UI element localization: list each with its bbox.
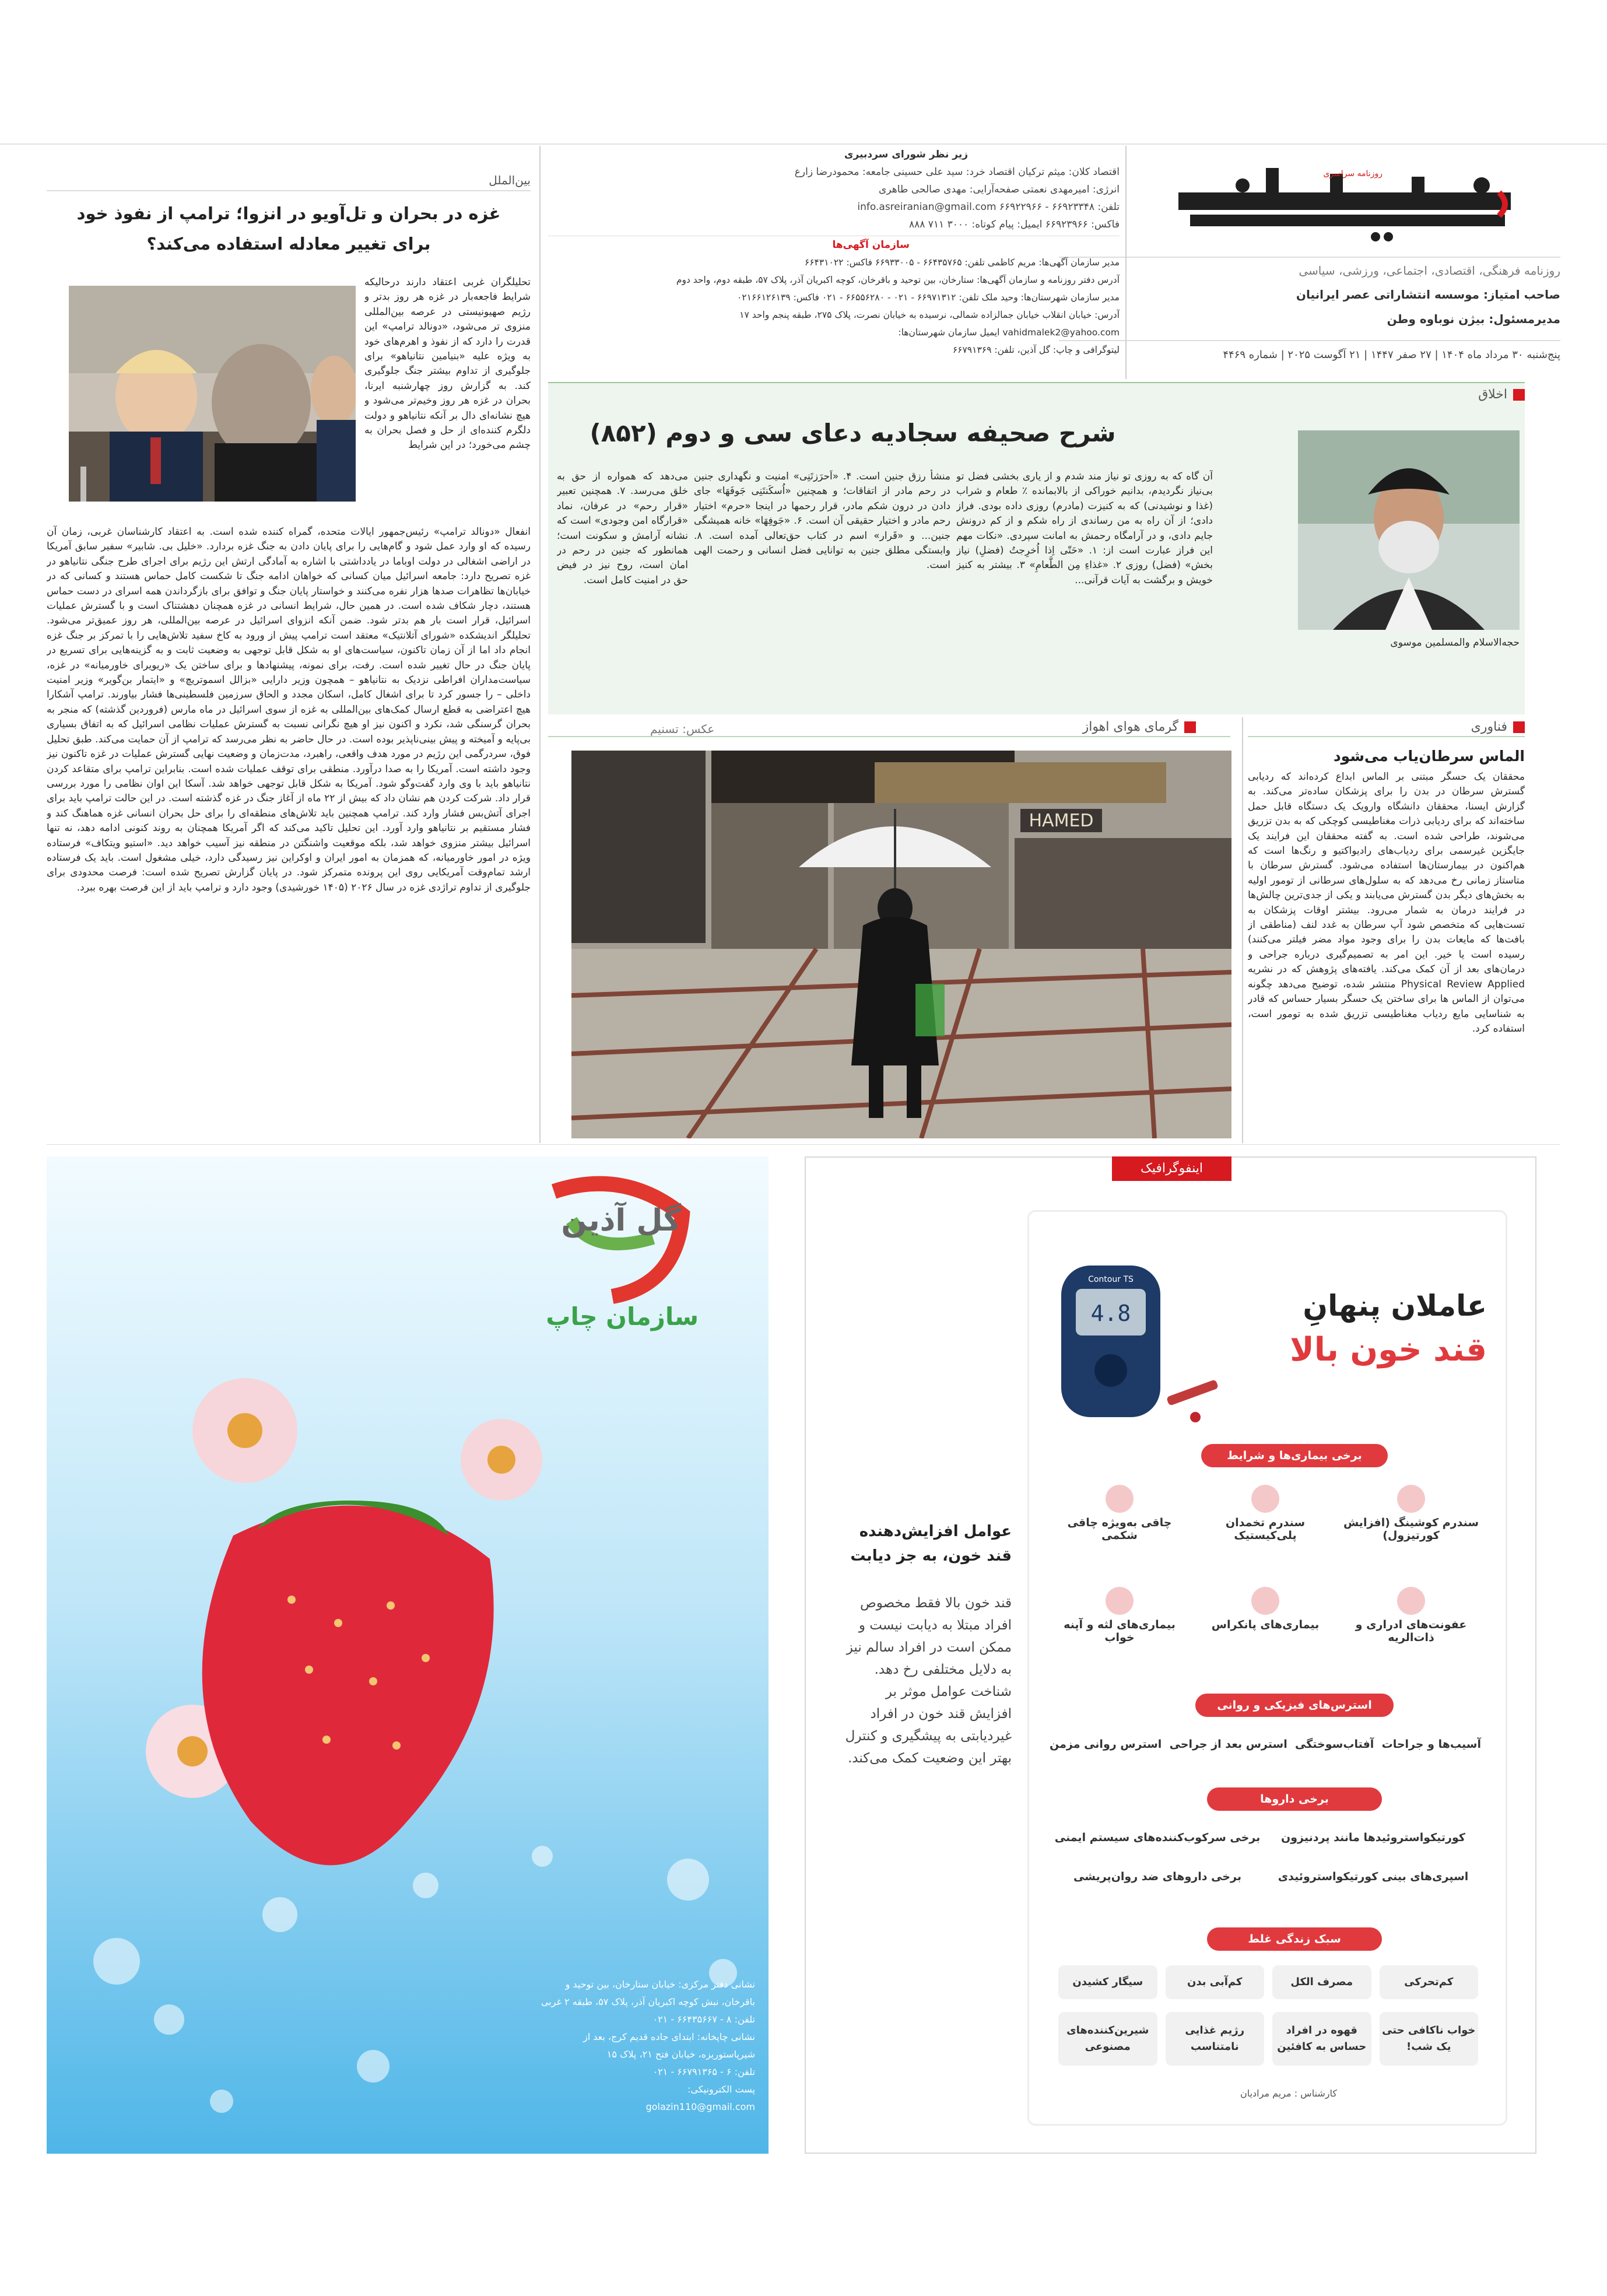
masthead-manager: مدیرمسئول: بیژن نوباوه وطن: [1387, 312, 1560, 326]
credits-line: لیتوگرافی و چاپ: گل آذین، تلفن: ۶۶۷۹۱۳۶۹: [952, 345, 1120, 355]
stress-item: آفتاب‌سوختگی: [1295, 1738, 1374, 1751]
lifestyle-item: کم‌آبی بدن: [1166, 1965, 1265, 1999]
ad-email[interactable]: golazin110@gmail.com: [645, 2101, 755, 2112]
masthead-logo: [1178, 162, 1511, 250]
ad-contact-line: نشانی دفتر مرکزی: خیابان ستارخان، بین توحید و: [565, 1979, 755, 1990]
condition-item: سندرم تخمدان پلی‌کیستیک: [1195, 1481, 1335, 1578]
credits-line: vahidmalek2@yahoo.com ایمیل سازمان شهرستان‌ها:: [898, 327, 1120, 338]
infographic-tag: اینفوگرافیک: [1112, 1156, 1231, 1181]
lifestyle-item: کم‌تحرکی: [1380, 1965, 1479, 1999]
tech-body: محققان یک حسگر مبتنی بر الماس ابداع کرده‌اند که ردیابی گسترش سرطان در بدن را برای پزشکان ساده‌تر می‌کند. به گزارش ایسنا، محققان دانشگاه وارویک یک دستگاه قابل حمل ساخته‌اند که برای ردیابی ذرات مغناطیسی کوچکی که به بدن تزریق می‌شوند، طراحی شده است. به گفته محققان این فرایند یک جایگزین غیرسمی برای ردیاب‌های رادیواکتیو و رنگ‌ها است که هم‌اکنون در بیمارستان‌ها استفاده می‌شود. گسترش سرطان با متاستاز زمانی رخ می‌دهد که به سلول‌های سرطانی از تومور اولیه به بخش‌های دیگر بدن گسترش می‌یابند و یکی از جدی‌ترین چالش‌ها در فرایند درمان به شمار می‌رود. بیشتر اوقات پزشکان به تست‌هایی که متخصص شود آپ سرطان به غدد لنف (مناطقی از بافت‌ها که مایعات بدن را برای وجود مواد مضر فیلتر می‌کنند) رسیده است یا خیر. این امر به تصمیم‌گیری درباره جراحی و درمان‌های بعد از آن کمک می‌کند. یافته‌های پژوهش که در نشریه Physical Review Applied منتشر شده، توضیح می‌دهد چگونه می‌توان از الماس ها برای ساختن یک حسگر بسیار حساس که قادر به شناسایی مایع ردیاب مغناطیسی تزریق شده به تومور است، استفاده کرد.: [1248, 771, 1525, 1035]
tech-title: الماس سرطان‌یاب می‌شود: [1333, 748, 1525, 765]
shop-sign-text: HAMED: [1029, 811, 1094, 831]
stress-item: استرس روانی مزمن: [1050, 1738, 1162, 1751]
world-photo: [69, 286, 356, 502]
drug-item: اسپری‌های بینی کورتیکواستروئیدی: [1278, 1870, 1469, 1883]
world-title-1: غزه در بحران و تل‌آویو در انزوا؛ ترامپ از نفوذ خود: [76, 204, 501, 223]
tech-section-label: [1471, 720, 1525, 734]
condition-icon: [1251, 1587, 1279, 1615]
world-intro: تحلیلگران غربی اعتقاد دارند درحالیکه شرایط فاجعه‌بار در غزه هر روز بدتر و رژیم صهیونیستی در عرصه بین‌المللی منزوی تر می‌شود، «دونالد ترامپ» این قدرت را دارد که از نفوذ و اهرم‌های خود به ویژه علیه «بنیامین نتانیاهو» برای جلوگیری از تداوم بیشتر جنگ جلوگیری کند. به گزارش روز چهارشنبه ایرنا، بحران در غزه هر روز وخیم‌تر می‌شود و هیچ نشانه‌ای دال بر آنکه نتانیاهو و دولت دلگرم کننده‌ای از حل و فصل بحران به چشم می‌خورد؛ در این شرایط: [364, 276, 531, 451]
world-headline: [47, 198, 531, 259]
ethics-col-1: آن گاه که به روزی تو نیاز مند شدم و از یاری بخشی فضل تو بی‌نیاز نگردیدم، بدانیم خوراکی از بالا‌بمانده ٪ طعام و شراب (غذا و نوشیدنی) که به کنیزت (مادرم) روزی داده بودی. فراز دادی؛ از آن راه به من رساندی از راه شکم و از کم درونش جایم دادی، و در آرامگاه رحمش به امانت سپردی. «نکات مهم این فراز عبارت است از: ۱. «حَتّی اِذا اُخرِجتُ (فضلِ) نیاز بخش» (فضل) روزی ۲. «غذاءِ مِن الطَّعامِ» ۳. بیشتر به کنیز خویش و برگشت به آیات قرآنی...: [956, 471, 1213, 586]
credits-line: مدیر سازمان آگهی‌ها: مریم کاظمی تلفن: ۶۶۴۳۵۷۶۵ - ۶۶۹۳۳۰۰۵ فاکس: ۶۶۴۳۱۰۲۲: [804, 257, 1120, 268]
world-title-2: برای تغییر معادله استفاده می‌کند؟: [146, 234, 431, 254]
condition-icon: [1397, 1485, 1425, 1513]
logo-small-label: روزنامه سراسری: [1323, 169, 1383, 178]
credits-ad-title: سازمان آگهی‌ها: [832, 239, 910, 251]
meter-reading: 4.8: [1090, 1301, 1131, 1326]
drugs-grid: [1050, 1831, 1481, 1883]
condition-icon: [1106, 1587, 1134, 1615]
ad-contact-line: باقرخان، نبش کوچه اکبریان آذر، پلاک ۵۷، طبقه ۲ غربی: [541, 1996, 755, 2007]
ethics-section-square: [1513, 389, 1525, 401]
lifestyle-item: سیگار کشیدن: [1058, 1965, 1157, 1999]
infographic-section-4: سبک زندگی غلط: [1207, 1927, 1382, 1951]
condition-item: بیماری‌های لثه و آپنه خواب: [1050, 1583, 1190, 1680]
credits-line: آدرس: خیابان انقلاب خیابان جمالزاده شمالی، نرسیده به خیابان نصرت، پلاک ۲۷۵، طبقه پنجم واحد ۱۷: [739, 310, 1120, 320]
ad-contact-line: پست الکترونیکی:: [687, 2084, 755, 2095]
stress-row: [1050, 1738, 1481, 1751]
ethics-section-label: [1478, 387, 1525, 402]
meter-brand: Contour TS: [1088, 1275, 1134, 1284]
lifestyle-item: خواب ناکافی حتی یک شب!: [1380, 2012, 1479, 2066]
ethics-title: شرح صحیفه سجادیه دعای سی و دوم (۸۵۲): [590, 419, 1116, 447]
tech-section-square: [1513, 721, 1525, 733]
credits-line: تلفن: ۶۶۹۲۳۳۴۸ - ۶۶۹۲۲۹۶۶ info.asreiranian@gmail.com: [857, 201, 1120, 213]
ad-brand-2: سازمان چاپ: [546, 1302, 699, 1331]
ad-contact: [499, 1976, 755, 2116]
infographic-side-title: [819, 1519, 1012, 1568]
glucose-meter-illustration: [1044, 1254, 1224, 1446]
credits-line: اقتصاد کلان: میثم ترکیان اقتصاد خرد: سید علی حسینی جامعه: محمودرضا زارع: [794, 166, 1120, 178]
drug-item: برخی داروهای ضد روان‌پریشی: [1073, 1870, 1241, 1883]
stress-item: استرس بعد از جراحی: [1169, 1738, 1287, 1751]
lifestyle-item: شیرین‌کننده‌های مصنوعی: [1058, 2012, 1157, 2066]
drug-item: کورتیکواستروئیدها مانند پردنیزون: [1281, 1831, 1465, 1844]
ahvaz-heat-photo: [571, 751, 1231, 1138]
condition-icon: [1251, 1485, 1279, 1513]
condition-item: چاقی به‌ویژه چاقی شکمی: [1050, 1481, 1190, 1578]
drug-item: برخی سرکوب‌کننده‌های سیستم ایمنی: [1054, 1831, 1261, 1844]
lifestyle-item: مصرف الکل: [1272, 1965, 1371, 1999]
side-title-2: قند خون، به جز دیابت: [850, 1547, 1012, 1565]
masthead-date: پنج‌شنبه ۳۰ مرداد ماه ۱۴۰۴ | ۲۷ صفر ۱۴۴۷ | ۲۱ آگوست ۲۰۲۵ | شماره ۴۴۶۹: [1223, 349, 1560, 361]
masthead-tagline: روزنامه فرهنگی، اقتصادی، اجتماعی، ورزشی، سیاسی: [1299, 264, 1560, 278]
ad-contact-line: تلفن: ۸ - ۶۶۴۳۵۶۶۷ - ۰۲۱: [652, 2014, 755, 2025]
world-body: انفعال «دونالد ترامپ» رئیس‌جمهور ایالات متحده، گمراه کننده شده است. به اعتقاد کارشناسان غربی، زمان آن رسیده که او وارد عمل شود و گام‌هایی را برای پایان دادن به جنگ غزه بردارد. «خلیل بی. شابیر» سفیر سابق آمریکا در اراضی اشغالی در دولت اوباما در یادداشتی با اشاره به آمادگی ارتش این رژیم برای اجرای طرح جنگی نتانیاهو در غزه تصریح دارد: جامعه اسرائیل میان کسانی که خواهان ادامه جنگ تا شکست کامل حماس هستند و کسانی که در خیابان‌ها تظاهرات صدها هزار نفره می‌کنند و خواستار پایان جنگ و توافق برای بازگرداندن همه اسرای در دست حماس هستند، دچار شکاف شده است. در همین حال، شرایط انسانی در غزه همچنان دهشتناک است و با گسترش عملیات اسرائیل، قرار است بار هم بدتر شود. ضمن آنکه انزوای اسرائیل در عرصه بین‌المللی، هر روز عمیق‌تر می‌شود. تحلیلگر اندیشکده «شورای آتلانتیک» معتقد است ترامپ پیش از ورود به کاخ سفید تلاش‌هایی را با تمرکز بر جنگ غزه انجام داد اما از آن زمان تاکنون، سیاست‌های او به شکل قابل توجهی به وضعیت ثابت و به گزینه‌هایی برای تسریع در پایان جنگ در حال تغییر شده است. رفت، برای نمونه، پیشنهادها و برای ساختن یک «ریویرای خاورمیانه» در غزه، سیاست‌مداران افراطی نزدیک به نتانیاهو – همچون وزیر دارایی «بزالل اسموتریچ» و «ایتمار بن‌گویر» وزیر امنیت داخلی – را جسور کرد تا برای اشغال کامل، اسکان مجدد و الحاق سرزمین فلسطینی‌ها فشار بیاورند. ترامپ آشکارا هیچ اعتراضی به قطع ارسال کمک‌های بین‌المللی به غزه از سوی اسرائیل در ماه مارس (فروردین گذشته) که منجر به بحران گرسنگی شد، نکرد و اکنون نیز او هیچ نگرانی نسبت به گسترش عملیات نظامی اسرائیل که به اتفاق بسیاری بی‌پایه و آمیخته و پیش بینی‌ناپذیر بوده است. در حال حاضر به نظر می‌رسد که ترامپ از آن حمایت می‌کند. طبق تحلیل فوق، سردرگمی این رژیم در مورد هدف واقعی، راهبرد، مدت‌زمان و وضعیت نهایی گسترش عملیات در غزه تاکنون نیز وجود داشته است. آمریکا را به صدا درآورد. منطقی برای توقف عملیات شده است. بنابراین ترامپ برای متقاعد کردن نتانیاهو باید با وی وارد گفت‌وگو شود. آمریکا به شکل قابل توجهی خواهد شد. آسکا این اوان نظامی را مورد بررسی قرار داد. شرکت کردن هم نشان داد که بیش از ۲۲ ماه از آغاز جنگ در غزه گذشته است. در این حالت ترامپ باید برای اجرای آتش‌بس فشار وارد کند. ترامپ همچنین باید تلاش‌های منطقه‌ای را برای حل بحران انسانی غزه هماهنگ کند و فشار مستقیم بر نتانیاهو وارد آورد. این تحلیل تاکید می‌کند که اگر آمریکا همچنان به روند کنونی ادامه دهد، نه تنها اسرائیل بیشتر منزوی خواهد شد، بلکه موقعیت واشنگتن در منطقه نیز آسیب خواهد دید. «استیو ویتکاف» فرستاده ویژه در امور خاورمیانه، که همزمان به امور ایران و اوکراین نیز رسیدگی دارد، خیلی مشغول است. باید یک فرستاده ارشد تمام‌وقت آمریکایی روی این پرونده متمرکز شود. در پایان گزارش تصریح شده است: فرصت محدودی برای جلوگیری از تداوم تراژدی غزه در سال ۲۰۲۶ (۱۴۰۵ خورشیدی) وجود دارد و ترامپ باید از این فرصت بهره ببرد.: [47, 526, 531, 893]
ethics-portrait-caption: حجه‌الاسلام والمسلمین موسوی: [1390, 637, 1520, 649]
lifestyle-row-1: [1058, 1965, 1478, 1999]
credits-line: مدیر سازمان شهرستان‌ها: وحید ملک تلفن: ۶۶۹۷۱۳۱۲ - ۰۲۱ - ۶۶۵۵۶۲۸۰ - ۰۲۱ فاکس: ۰۲۱۶۶۱۲۶۱۳۹: [736, 292, 1120, 303]
photo-credit: عکس: تسنیم: [650, 722, 715, 736]
condition-item: سندرم کوشینگ (افزایش کورتیزول): [1341, 1481, 1481, 1578]
ad-contact-line: تلفن: ۶ - ۶۶۷۹۱۳۶۵ - ۰۲۱: [652, 2066, 755, 2077]
ad-contact-line: شیرپاستوریزه، خیابان فتح ۲۱، پلاک ۱۵: [606, 2049, 755, 2060]
infographic-section-3: برخی داروها: [1207, 1787, 1382, 1811]
ad-brand-1: گل آذین: [561, 1203, 681, 1238]
credits-box: [548, 146, 1120, 379]
infographic-author: کارشناس : مریم مرادیان: [1240, 2088, 1338, 2099]
world-section-label: [47, 173, 531, 187]
conditions-grid: [1050, 1481, 1481, 1680]
ethics-col-2: منشأ رزق جنین است. ۴. «اَحرَزتَنِی» امنیت و نگهداری جنین در رحم مادر از اتفاقات؛ و همچنین «اُسکَنتَنِی جَوفَهَا» جای دادن در درون شکم مادر، قرار رحمها در اینجا «حرم» اختیار رحم مادر و اختیار حقیقی آن است. ۶. «جَوفِهَا» خانه همیشگی جنین... و «قَرار» اسم در کتاب حق‌تعالی آمده است. ۸. وابستگی مطلق جنین به توانایی فضل انسانی و رحمت الهی است.: [694, 471, 950, 572]
credits-line: آدرس دفتر روزنامه و سازمان آگهی‌ها: ستارخان، بین توحید و باقرخان، کوچه اکبریان آذر، پلاک ۵۷، طبقه دوم، واحد دوم: [676, 275, 1120, 285]
infographic-title-1: عاملان پنهانِ: [1303, 1289, 1487, 1323]
masthead-logo-text: [1476, 245, 1479, 246]
lifestyle-item: قهوه در افراد حساس به کافئین: [1272, 2012, 1371, 2066]
credits-line: فاکس: ۶۶۹۲۳۹۶۶ ایمیل: پیام کوتاه: ۳۰۰۰ ۷۱۱ ۸۸۸: [548, 216, 1120, 236]
top-rule: [0, 143, 1607, 145]
lifestyle-row-2: [1058, 2012, 1478, 2066]
side-title-1: عوامل افزایش‌دهنده: [859, 1523, 1012, 1540]
golazin-ad[interactable]: [47, 1156, 769, 2154]
condition-item: عفونت‌های ادراری و ذات‌الریه: [1341, 1583, 1481, 1680]
photo-section-square: [1184, 721, 1196, 733]
tech-section-text: فناوری: [1471, 720, 1507, 734]
condition-icon: [1397, 1587, 1425, 1615]
credits-header: زیر نظر شورای سردبیری: [844, 149, 968, 160]
ethics-col-3: می‌دهد که همواره از حق به خلق می‌رسد. ۷. همچنین تعبیر «قرار رحم» در عرفان، نماد «قرارگاه امن وجودی» است که نشانه آرامش و سکونت است؛ همانطور که جنین در رحم در امان است، روح نیز در فیض حق در امنیت کامل است.: [557, 471, 688, 586]
photo-section-label: [1083, 720, 1196, 734]
credits-line: انرژی: امیرمهدی نعمتی صفحه‌آرایی: مهدی صالحی طاهری: [879, 184, 1120, 195]
infographic-section-2: استرس‌های فیزیکی و روانی: [1195, 1694, 1394, 1717]
ethics-section-text: اخلاق: [1478, 387, 1507, 402]
photo-section-text: گرمای هوای اهواز: [1082, 720, 1178, 734]
infographic-title-2: قند خون بالا: [1290, 1331, 1487, 1369]
infographic-title: [1230, 1289, 1487, 1369]
ethics-portrait: [1298, 430, 1520, 630]
infographic-side-text: قند خون بالا فقط مخصوص افراد مبتلا به دیابت نیست و ممکن است در افراد سالم نیز به دلایل مختلفی رخ دهد. شناخت عوامل موثر بر افزایش قند خون در افراد غیردیابتی به پیشگیری و کنترل بهتر این وضعیت کمک می‌کند.: [845, 1596, 1012, 1766]
world-section-text: بین‌الملل: [489, 173, 531, 187]
stress-item: آسیب‌ها و جراحات: [1381, 1738, 1481, 1751]
infographic-section-1: برخی بیماری‌ها و شرایط: [1201, 1444, 1388, 1467]
lifestyle-item: رژیم غذایی نامتناسب: [1166, 2012, 1265, 2066]
ad-contact-line: نشانی چاپخانه: ابتدای جاده قدیم کرج، بعد از: [583, 2031, 755, 2042]
condition-icon: [1106, 1485, 1134, 1513]
condition-item: بیماری‌های پانکراس: [1195, 1583, 1335, 1680]
masthead-owner: صاحب امتیاز: موسسه انتشاراتی عصر ایرانیان: [1296, 288, 1560, 302]
